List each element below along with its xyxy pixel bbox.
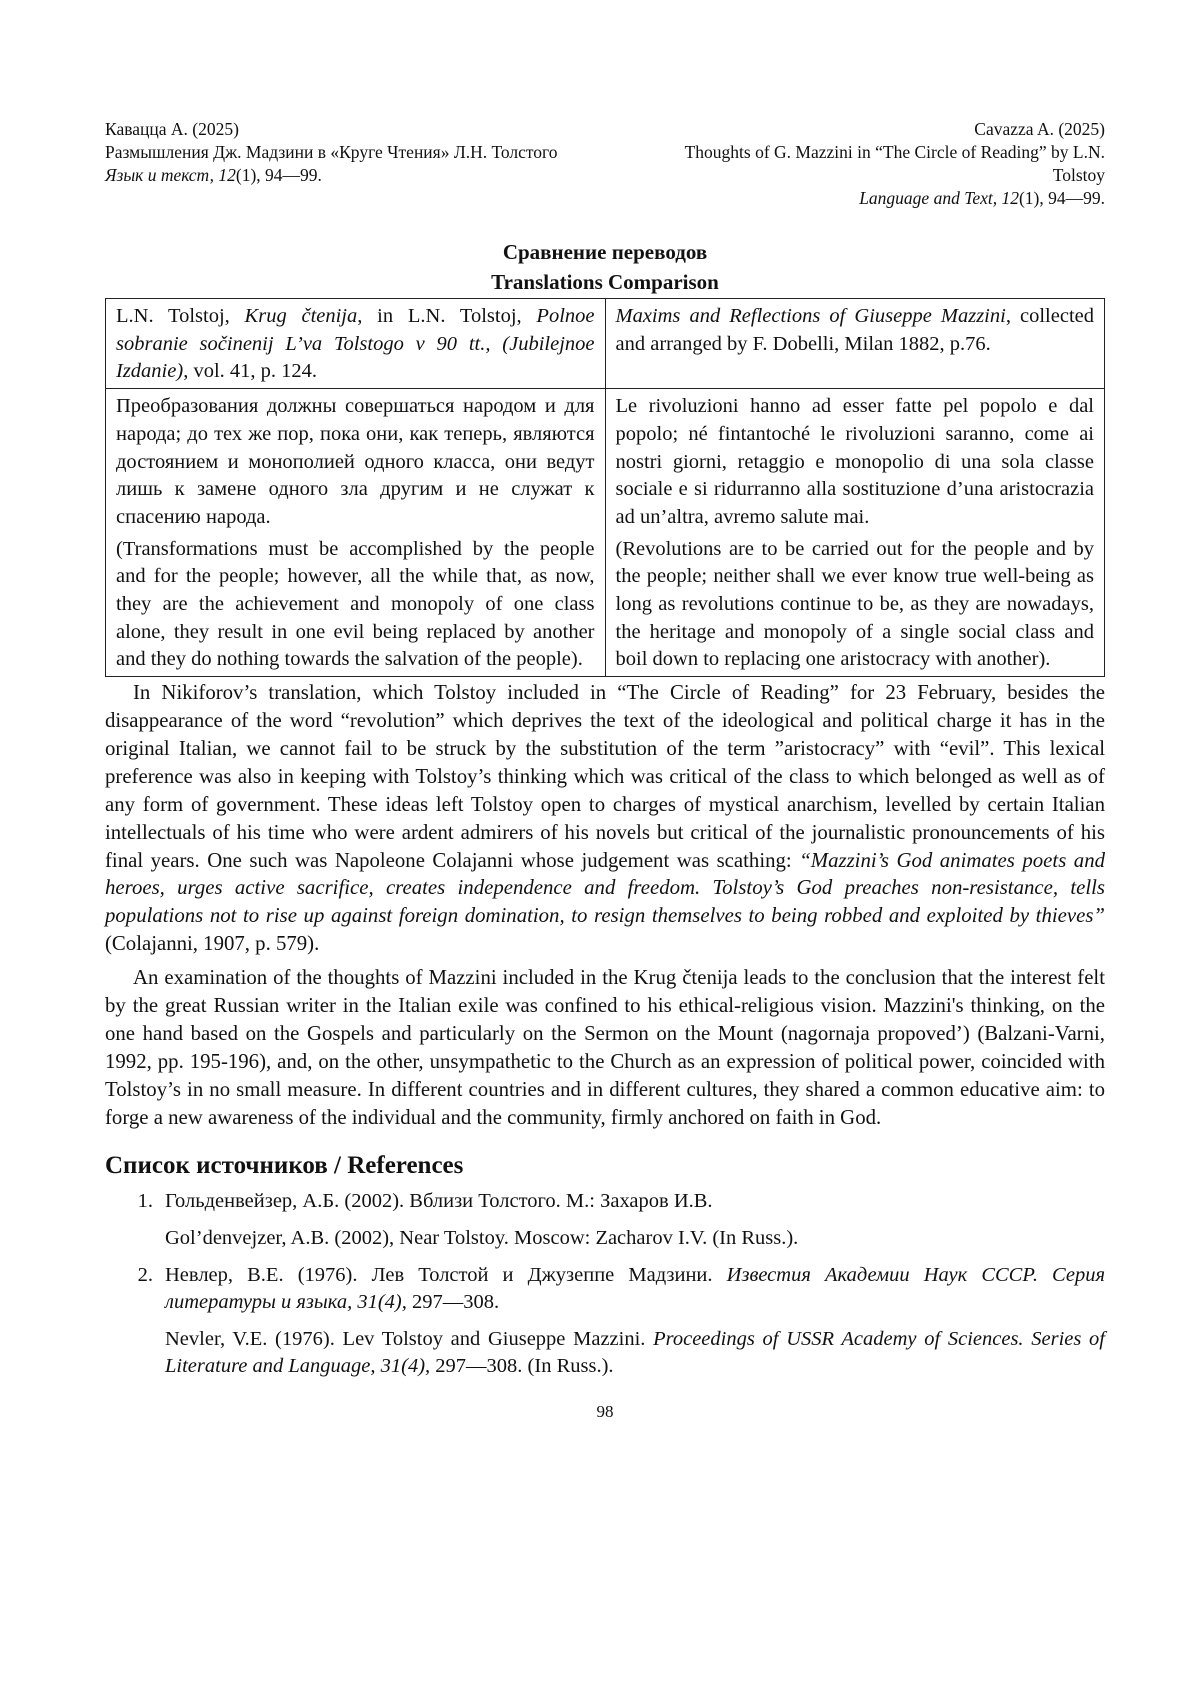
ref2-en-c: 297—308. (In Russ.). [430,1354,614,1377]
header-left-title: Размышления Дж. Мадзини в «Круге Чтения» Л.Н. Толстого [105,142,558,162]
table-row-texts [106,389,1105,677]
page [105,118,1105,1422]
left-source-c: , in L.N. Tolstoj, [357,305,537,327]
header-left-author: Кавацца А. (2025) [105,119,239,139]
reference-number: 2. [137,1263,153,1286]
left-translation-text: (Transformations must be accomplished by the people and for the people; however, all the while that, as now, they are the achievement and monopoly of one class alone, they result in one evil being replaced by another and they do nothing towards the salvation of the people). [116,537,595,671]
ref2-ru-c: 297—308. [406,1290,500,1313]
ref2-en-b: Proceedings of USSR Academy of Sciences. Series of Literature and Language, 31(4), [165,1327,1106,1377]
ref2-ru-b: Известия Академии Наук СССР. Серия литературы и языка, 31(4), [165,1263,1105,1313]
cell-right-text [605,389,1105,677]
header-right-author: Cavazza A. (2025) [974,119,1105,139]
body-paragraph-1 [105,679,1105,958]
left-source-d: Polnoe sobranie sočinenij L’va Tolstogo v 90 tt., (Jubilejnoe Izdanie) [116,305,595,383]
running-header [105,118,1105,210]
header-right-title: Thoughts of G. Mazzini in “The Circle of Reading” by L.N. Tolstoy [684,142,1105,185]
reference-en: Gol’denvejzer, A.B. (2002), Near Tolstoy. Moscow: Zacharov I.V. (In Russ.). [165,1226,799,1249]
header-left [105,118,575,210]
p1-start: In Nikiforov’s translation, which Tolstoy included in “The Circle of Reading” for 23 February, besides the disappearance of the word “revolution” which deprives the text of the ideological and political charge it has in the original Italian, we cannot fail to be struck by the substitution of the term ”aristocracy” with “evil”. This lexical preference was also in keeping with Tolstoy’s thinking which was critical of the class to which belonged as well as of any form of government. These ideas left Tolstoy open to charges of mystical anarchism, levelled by certain Italian intellectuals of his time who were ardent admirers of his novels but critical of the journalistic pronouncements of his final years. One such was Napoleone Colajanni whose judgement was scathing: [105,681,1105,872]
table-title-en: Translations Comparison [491,270,719,294]
reference-number: 1. [137,1189,153,1212]
header-right-issue: (1), 94—99. [1018,188,1105,208]
left-source-a: L.N. Tolstoj, [116,305,245,327]
left-source-b: Krug čtenija [244,305,358,327]
right-original-text: Le rivoluzioni hanno ad esser fatte pel popolo e dal popolo; né fintantoché le rivoluzioni saranno, come ai nostri giorni, retaggio e monopolio di una sola classe sociale e si ridurranno alla sostituzione d’una aristocrazia ad un’altra, avremo salute mai. [615,395,1094,528]
reference-ru [165,1262,1105,1316]
body-text [105,679,1105,1132]
p1-quote: “Mazzini’s God animates poets and heroes, urges active sacrifice, creates independence and freedom. Tolstoy’s God preaches non-resistance, tells populations not to rise up against foreign domination, to resign themselves to being robbed and exploited by thieves” [105,848,1105,928]
reference-item [105,1188,1105,1252]
translations-table [105,298,1105,677]
left-original-text: Преобразования должны совершаться народом и для народа; до тех же пор, пока они, как теперь, являются достоянием и монополией одного класса, они ведут лишь к замене одного зла другим и не служат к спасению народа. [116,395,595,528]
left-source-e: , vol. 41, p. 124. [183,360,318,383]
p1-end: (Colajanni, 1907, p. 579). [105,932,320,956]
header-right [635,118,1105,210]
reference-body [165,1262,1105,1380]
header-right-journal: Language and Text, 12 [859,188,1019,208]
header-right-citation [635,187,1105,210]
reference-item [105,1262,1105,1380]
references-title: Список источников / References [105,1151,464,1179]
cell-right-source [605,299,1105,389]
right-source-a: Maxims and Reflections of Giuseppe Mazzini [615,305,1006,327]
page-number: 98 [596,1401,614,1421]
header-left-journal: Язык и текст, 12 [105,165,236,185]
references-list [105,1188,1105,1380]
cell-left-source [106,299,606,389]
table-title-ru: Сравнение переводов [502,240,708,264]
table-row-sources [106,299,1105,389]
header-left-issue: (1), 94—99. [235,165,322,185]
body-paragraph-2: An examination of the thoughts of Mazzini included in the Krug čtenija leads to the conclusion that the interest felt by the great Russian writer in the Italian exile was confined to his ethical-religious vision. Mazzini's thinking, on the one hand based on the Gospels and particularly on the Sermon on the Mount (nagornaja propoved’) (Balzani-Varni, 1992, pp. 195-196), and, on the other, unsympathetic to the Church as an expression of political power, coincided with Tolstoy’s in no small measure. In different countries and in different cultures, they shared a common educative aim: to forge a new awareness of the individual and the community, firmly anchored on faith in God. [105,966,1105,1129]
reference-en [165,1326,1105,1380]
header-left-citation [105,164,575,187]
right-source-b: , collected and arranged by F. Dobelli, Milan 1882, p.76. [615,305,1094,355]
ref2-en-a: Nevler, V.E. (1976). Lev Tolstoy and Giuseppe Mazzini. [165,1327,654,1350]
cell-left-text [106,389,606,677]
reference-body [165,1188,1105,1252]
reference-ru: Гольденвейзер, А.Б. (2002). Вблизи Толстого. М.: Захаров И.В. [165,1189,713,1212]
right-translation-text: (Revolutions are to be carried out for the people and by the people; neither shall we ever know true well-being as long as revolutions continue to be, as they are nowadays, the heritage and monopoly of a single social class and boil down to replacing one aristocracy with another). [615,537,1094,671]
ref2-ru-a: Невлер, В.Е. (1976). Лев Толстой и Джузеппе Мадзини. [165,1263,727,1286]
